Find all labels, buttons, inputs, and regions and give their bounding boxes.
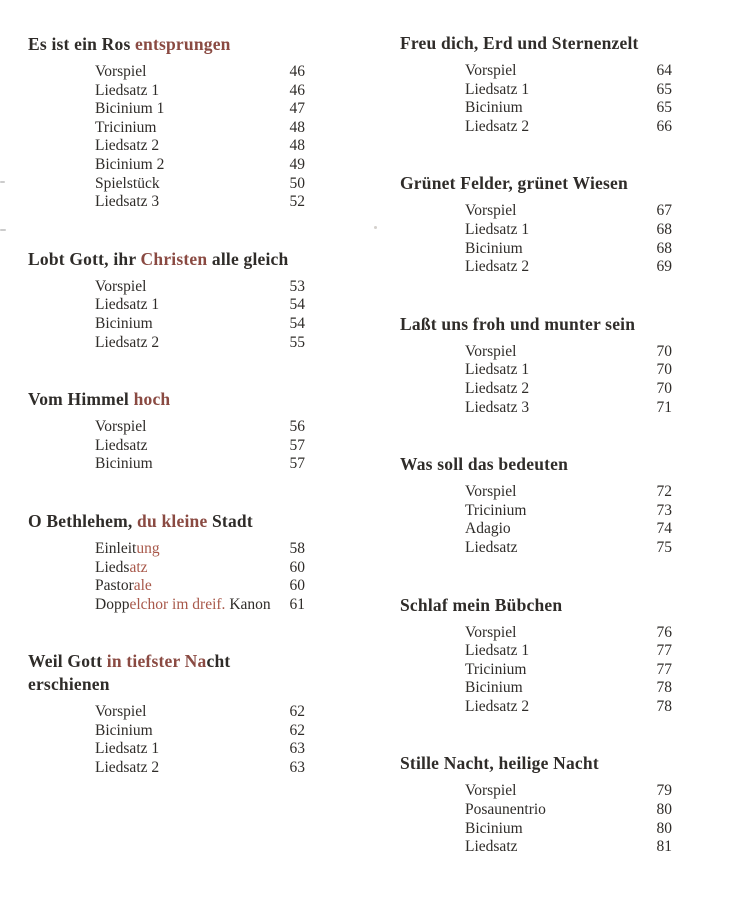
toc-entry-row (465, 380, 672, 399)
toc-entry-row (95, 596, 305, 615)
toc-entry-text: Tricinium (465, 501, 527, 519)
toc-entry-text: Vorspiel (95, 418, 147, 436)
toc-entry-row (465, 782, 672, 801)
toc-entry-text: Vorspiel (465, 342, 517, 360)
toc-entry-page-number: 60 (289, 577, 305, 595)
toc-entry-row (465, 679, 672, 698)
toc-entry-label (465, 801, 546, 820)
section-title-text-accent: du kleine (137, 510, 208, 531)
toc-entry-row (95, 137, 305, 156)
toc-entry-page-number: 48 (289, 137, 305, 155)
toc-entry-label (465, 483, 516, 502)
toc-entry-text: Liedsatz (465, 538, 518, 556)
toc-entry-text-accent: atz (129, 558, 148, 576)
toc-entry-label (465, 62, 516, 81)
toc-entry-page-number: 69 (656, 258, 672, 276)
toc-entry-text: Liedsatz 2 (95, 759, 160, 777)
toc-column-left (28, 33, 360, 814)
toc-entry-row (95, 296, 305, 315)
toc-entry-label (465, 782, 516, 801)
section-title (400, 752, 732, 775)
section-title-text: Grünet Felder, grünet Wiesen (400, 173, 628, 194)
toc-entry-text: Liedsatz 1 (95, 740, 160, 758)
toc-entry-row (465, 62, 672, 81)
toc-entry-text: Liedsatz 3 (95, 193, 160, 211)
toc-section (400, 172, 732, 276)
toc-entry-row (465, 520, 672, 539)
toc-entry-label (95, 82, 159, 101)
toc-entry-row (465, 361, 672, 380)
toc-entry-row (465, 221, 672, 240)
toc-section (400, 594, 732, 717)
toc-entry-row (465, 502, 672, 521)
toc-section (28, 510, 360, 614)
toc-entry-page-number: 72 (656, 483, 672, 501)
toc-entry-label (465, 240, 523, 259)
section-items (465, 782, 672, 856)
section-title (400, 313, 732, 336)
toc-entry-page-number: 71 (656, 398, 672, 416)
toc-entry-page-number: 52 (289, 193, 305, 211)
toc-entry-row (465, 820, 672, 839)
toc-entry-page-number: 66 (656, 117, 672, 135)
section-title (400, 172, 732, 195)
toc-entry-page-number: 77 (656, 660, 672, 678)
toc-entry-page-number: 55 (289, 333, 305, 351)
toc-entry-row (465, 698, 672, 717)
toc-entry-text: Bicinium (465, 239, 523, 257)
toc-entry-text: Bicinium (465, 819, 523, 837)
toc-entry-label (465, 118, 529, 137)
toc-entry-label (95, 315, 153, 334)
section-items (465, 343, 672, 417)
toc-entry-text: Tricinium (465, 660, 527, 678)
toc-section (28, 388, 360, 474)
toc-entry-text: Tricinium (95, 118, 157, 136)
toc-entry-row (465, 343, 672, 362)
section-title-text: Lobt Gott, ihr (28, 248, 141, 269)
section-items (95, 703, 305, 777)
toc-entry-page-number: 56 (289, 418, 305, 436)
toc-entry-label (95, 540, 160, 559)
toc-entry-label (95, 559, 148, 578)
toc-entry-text: Vorspiel (95, 703, 147, 721)
section-items (465, 624, 672, 717)
toc-entry-text: Bicinium (465, 679, 523, 697)
toc-entry-page-number: 68 (656, 220, 672, 238)
toc-entry-row (465, 661, 672, 680)
toc-entry-label (465, 624, 516, 643)
section-items (95, 540, 305, 614)
toc-entry-text: Vorspiel (465, 483, 517, 501)
toc-entry-label (465, 539, 518, 558)
toc-entry-text: Vorspiel (95, 277, 147, 295)
toc-entry-label (95, 418, 146, 437)
toc-entry-label (95, 156, 164, 175)
toc-entry-label (465, 399, 529, 418)
section-title (400, 453, 732, 476)
toc-entry-text-accent: ale (133, 577, 152, 595)
toc-entry-page-number: 61 (289, 595, 305, 613)
toc-section (28, 248, 360, 352)
toc-entry-text: Liedsatz 1 (465, 220, 530, 238)
toc-section (400, 752, 732, 856)
toc-entry-text: Posaunentrio (465, 801, 546, 819)
section-items (95, 63, 305, 212)
section-title (400, 32, 732, 55)
toc-entry-row (95, 175, 305, 194)
toc-entry-label (95, 740, 159, 759)
toc-entry-text: Liedsatz 1 (465, 80, 530, 98)
toc-entry-page-number: 46 (289, 63, 305, 80)
toc-entry-label (465, 661, 526, 680)
toc-entry-text: Bicinium (95, 721, 153, 739)
toc-entry-label (465, 502, 526, 521)
section-items (465, 483, 672, 557)
section-items (465, 202, 672, 276)
toc-entry-text: Liedsatz 1 (465, 361, 530, 379)
toc-entry-text: Vorspiel (465, 62, 517, 79)
toc-entry-text: Liedsatz (95, 436, 148, 454)
toc-entry-label (95, 437, 148, 456)
toc-entry-text: Liedsatz 2 (465, 258, 530, 276)
toc-entry-page-number: 67 (656, 202, 672, 220)
toc-entry-page-number: 49 (289, 155, 305, 173)
toc-section (400, 453, 732, 557)
toc-entry-page-number: 50 (289, 174, 305, 192)
toc-entry-label (95, 703, 146, 722)
section-title-text-accent: hoch (133, 389, 171, 410)
toc-entry-row (95, 759, 305, 778)
toc-entry-text: Kanon (225, 595, 271, 613)
section-items (95, 418, 305, 474)
toc-entry-row (465, 81, 672, 100)
toc-entry-label (465, 99, 523, 118)
toc-entry-label (95, 455, 153, 474)
toc-entry-label (465, 361, 529, 380)
toc-entry-label (95, 296, 159, 315)
toc-entry-text: Bicinium (465, 99, 523, 117)
toc-entry-page-number: 63 (289, 759, 305, 777)
toc-entry-text: Vorspiel (95, 63, 147, 80)
toc-entry-row (95, 278, 305, 297)
toc-entry-page-number: 53 (289, 277, 305, 295)
section-title-text: Schlaf mein Bübchen (400, 594, 563, 615)
toc-entry-row (95, 82, 305, 101)
section-title-text: erschienen (28, 674, 110, 695)
toc-entry-label (465, 642, 529, 661)
section-title-text: Freu dich, Erd und Sternenzelt (400, 33, 639, 53)
toc-column-right (400, 32, 732, 893)
toc-entry-label (465, 81, 529, 100)
toc-entry-page-number: 73 (656, 501, 672, 519)
toc-entry-text-accent: elchor im dreif. (129, 595, 226, 613)
toc-entry-row (95, 559, 305, 578)
section-title (28, 510, 360, 533)
toc-entry-text: Bicinium 1 (95, 100, 165, 118)
toc-entry-row (465, 838, 672, 857)
toc-entry-page-number: 80 (656, 801, 672, 819)
toc-entry-row (95, 540, 305, 559)
toc-entry-text: Adagio (465, 520, 511, 538)
toc-entry-label (95, 63, 146, 82)
toc-entry-page-number: 58 (289, 539, 305, 557)
toc-entry-text-accent: ung (136, 539, 160, 557)
toc-entry-page-number: 77 (656, 642, 672, 660)
toc-entry-label (465, 679, 523, 698)
toc-entry-page-number: 47 (289, 100, 305, 118)
toc-entry-label (95, 334, 159, 353)
section-title-text: cht (206, 651, 231, 672)
toc-entry-text: Spielstück (95, 174, 160, 192)
toc-entry-label (95, 722, 153, 741)
section-title (400, 594, 732, 617)
toc-entry-page-number: 63 (289, 740, 305, 758)
toc-entry-row (95, 315, 305, 334)
toc-entry-row (465, 624, 672, 643)
toc-entry-label (465, 258, 529, 277)
toc-entry-row (465, 801, 672, 820)
section-title (28, 650, 360, 696)
toc-entry-label (95, 100, 164, 119)
toc-entry-page-number: 70 (656, 361, 672, 379)
toc-entry-page-number: 80 (656, 819, 672, 837)
section-items (95, 278, 305, 352)
toc-entry-page-number: 62 (289, 721, 305, 739)
toc-entry-text: Einleit (95, 539, 137, 557)
toc-entry-row (465, 99, 672, 118)
toc-entry-text: Liedsatz 3 (465, 398, 530, 416)
toc-entry-page-number: 74 (656, 520, 672, 538)
toc-entry-row (95, 437, 305, 456)
section-title-text: Stadt (207, 510, 253, 531)
toc-entry-page-number: 46 (289, 81, 305, 99)
toc-entry-row (95, 740, 305, 759)
toc-entry-text: Liedsatz 1 (95, 81, 160, 99)
toc-entry-text: Liedsatz 2 (95, 137, 160, 155)
toc-entry-page-number: 62 (289, 703, 305, 721)
section-title-text-accent: in tiefster Na (106, 651, 207, 672)
toc-entry-page-number: 64 (656, 62, 672, 79)
toc-entry-text: Pastor (95, 577, 134, 595)
toc-entry-text: Liedsatz 2 (95, 333, 160, 351)
toc-entry-label (465, 202, 516, 221)
toc-entry-label (95, 759, 159, 778)
section-title-text-accent: Christen (140, 248, 208, 269)
toc-entry-row (95, 119, 305, 138)
toc-entry-page-number: 57 (289, 436, 305, 454)
toc-entry-page-number: 68 (656, 239, 672, 257)
toc-entry-text: Lieds (95, 558, 130, 576)
scan-speck (0, 229, 6, 231)
toc-entry-row (465, 642, 672, 661)
toc-entry-row (95, 722, 305, 741)
toc-entry-text: Vorspiel (465, 202, 517, 220)
toc-entry-page-number: 78 (656, 679, 672, 697)
section-title-text: O Bethlehem, (28, 510, 138, 531)
toc-entry-row (465, 483, 672, 502)
toc-entry-row (465, 118, 672, 137)
toc-entry-label (465, 698, 529, 717)
toc-entry-row (465, 258, 672, 277)
toc-entry-label (95, 278, 146, 297)
section-title-text: Was soll das bedeuten (400, 454, 569, 475)
toc-entry-text: Dopp (95, 595, 130, 613)
toc-entry-text: Bicinium 2 (95, 155, 165, 173)
toc-entry-text: Liedsatz (465, 838, 518, 856)
toc-entry-row (95, 100, 305, 119)
toc-entry-label (465, 380, 529, 399)
toc-entry-label (95, 175, 160, 194)
toc-entry-label (95, 596, 271, 615)
toc-entry-page-number: 54 (289, 296, 305, 314)
section-title-text: Laßt uns froh und munter sein (400, 313, 636, 334)
toc-entry-text: Bicinium (95, 455, 153, 473)
toc-entry-label (465, 838, 518, 857)
toc-entry-row (95, 577, 305, 596)
toc-entry-label (465, 343, 516, 362)
toc-entry-label (465, 820, 523, 839)
section-title-text: Stille Nacht, heilige Nacht (400, 753, 599, 774)
section-title-text: Es ist ein Ros (28, 34, 136, 54)
section-items (465, 62, 672, 136)
toc-entry-page-number: 70 (656, 379, 672, 397)
toc-section (28, 33, 360, 212)
toc-entry-row (95, 455, 305, 474)
toc-entry-text: Liedsatz 2 (465, 697, 530, 715)
section-title (28, 248, 360, 271)
scan-speck (374, 226, 377, 229)
toc-entry-label (465, 221, 529, 240)
toc-entry-text: Liedsatz 2 (465, 379, 530, 397)
toc-entry-row (95, 334, 305, 353)
toc-entry-row (95, 63, 305, 82)
toc-entry-label (95, 577, 152, 596)
toc-entry-row (95, 156, 305, 175)
section-title-text: Vom Himmel (28, 389, 134, 410)
toc-section (400, 313, 732, 417)
toc-entry-row (95, 418, 305, 437)
toc-entry-row (95, 193, 305, 212)
toc-entry-page-number: 65 (656, 99, 672, 117)
toc-entry-page-number: 81 (656, 838, 672, 856)
section-title-text-accent: entsprungen (135, 34, 231, 54)
toc-entry-text: Liedsatz 1 (95, 296, 160, 314)
toc-section (28, 650, 360, 777)
section-title (28, 33, 360, 56)
toc-entry-text: Liedsatz 1 (465, 642, 530, 660)
toc-section (400, 32, 732, 136)
toc-entry-page-number: 78 (656, 697, 672, 715)
section-title (28, 388, 360, 411)
toc-entry-page-number: 79 (656, 782, 672, 800)
toc-entry-page-number: 65 (656, 80, 672, 98)
toc-entry-text: Bicinium (95, 314, 153, 332)
toc-entry-text: Vorspiel (465, 782, 517, 800)
toc-entry-page-number: 76 (656, 623, 672, 641)
toc-entry-page-number: 48 (289, 118, 305, 136)
toc-entry-page-number: 60 (289, 558, 305, 576)
scan-speck (0, 181, 5, 183)
toc-entry-row (465, 202, 672, 221)
toc-entry-label (95, 119, 156, 138)
section-title-text: alle gleich (207, 248, 289, 269)
section-title-text: Weil Gott (28, 651, 107, 672)
toc-entry-row (465, 240, 672, 259)
toc-entry-row (95, 703, 305, 722)
toc-entry-text: Vorspiel (465, 623, 517, 641)
toc-entry-label (95, 193, 159, 212)
toc-entry-row (465, 539, 672, 558)
toc-entry-text: Liedsatz 2 (465, 117, 530, 135)
toc-entry-label (95, 137, 159, 156)
toc-entry-page-number: 57 (289, 455, 305, 473)
toc-entry-label (465, 520, 511, 539)
toc-entry-page-number: 75 (656, 538, 672, 556)
toc-entry-page-number: 70 (656, 342, 672, 360)
toc-entry-row (465, 399, 672, 418)
toc-entry-page-number: 54 (289, 314, 305, 332)
